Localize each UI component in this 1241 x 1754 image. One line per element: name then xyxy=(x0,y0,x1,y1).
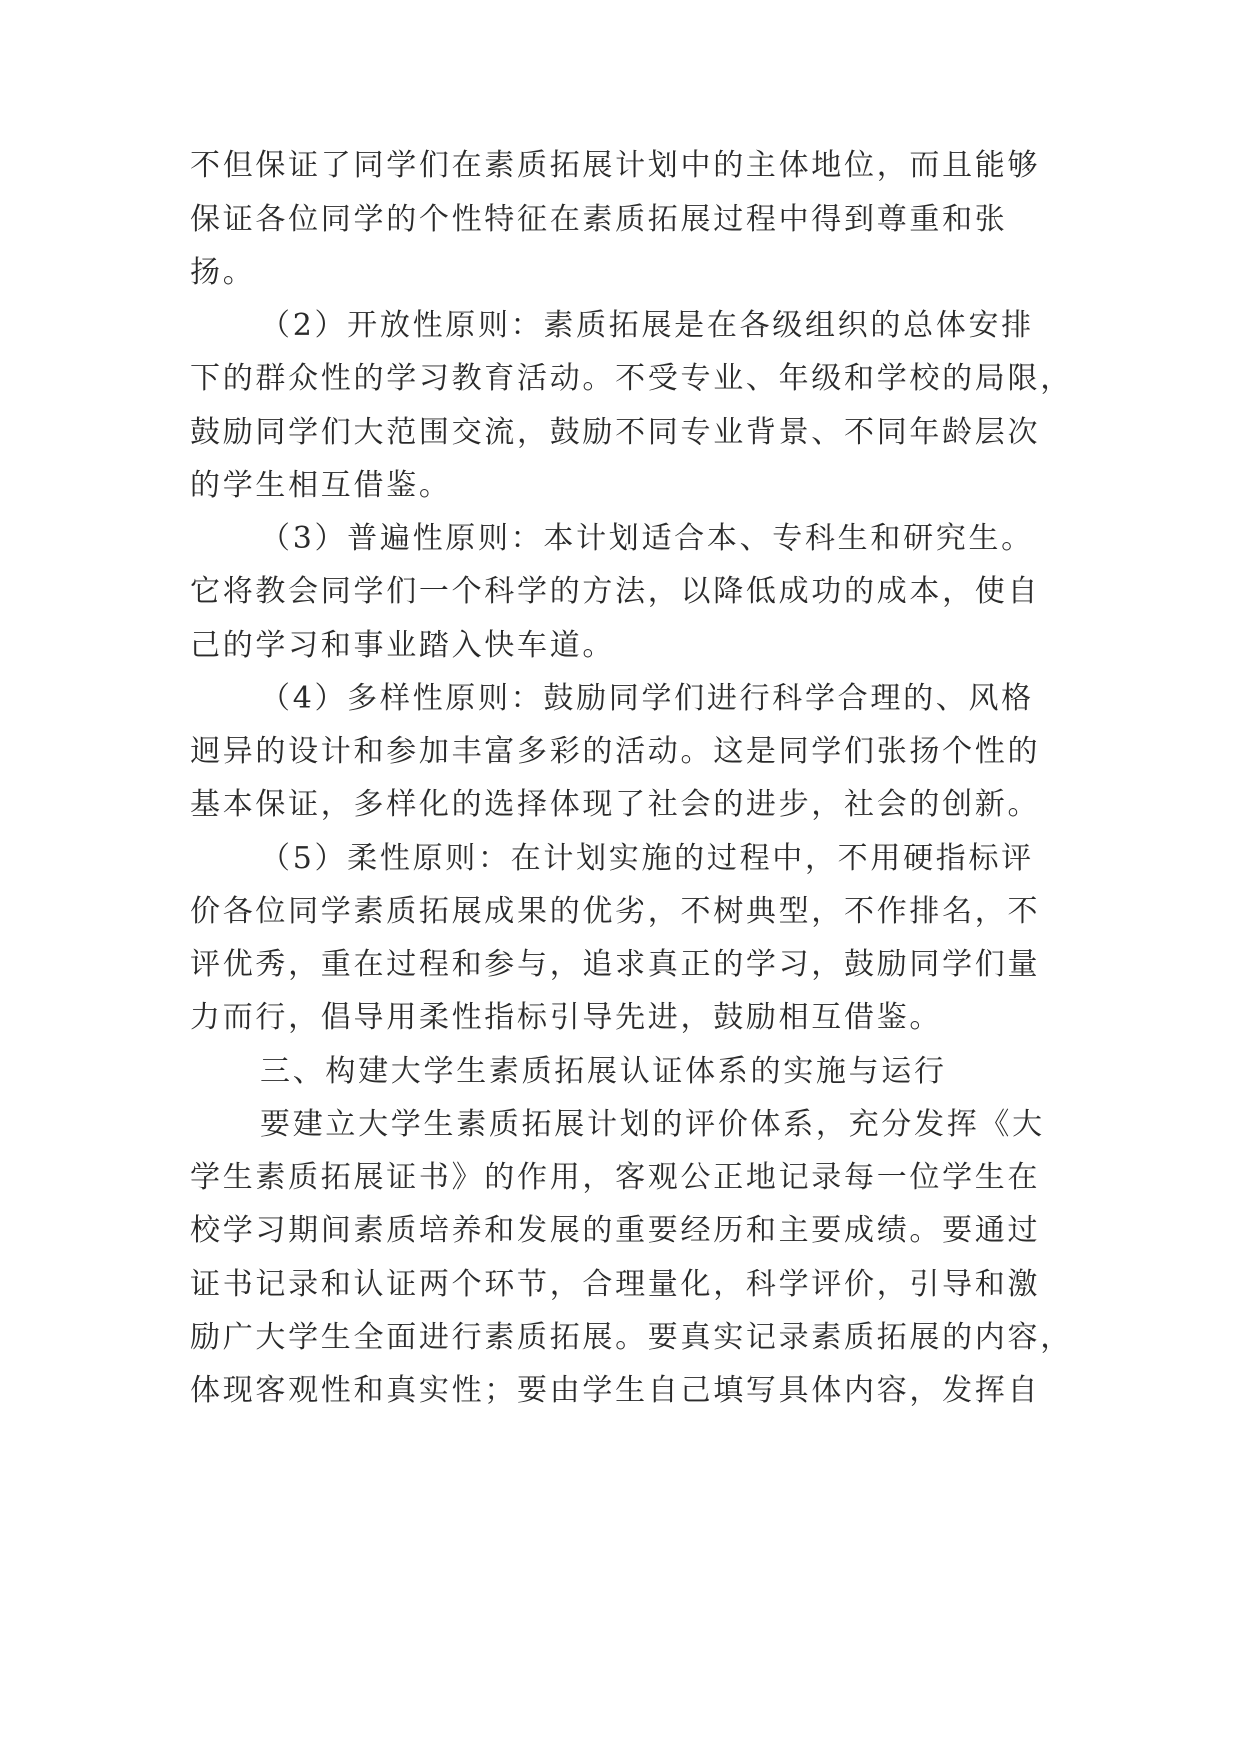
text-line: 鼓励同学们大范围交流，鼓励不同专业背景、不同年龄层次 xyxy=(190,415,1041,450)
text-line: 的学生相互借鉴。 xyxy=(190,468,452,503)
text-line: 迥异的设计和参加丰富多彩的活动。这是同学们张扬个性的 xyxy=(190,734,1041,769)
text-line: （4）多样性原则：鼓励同学们进行科学合理的、风格 xyxy=(260,681,1034,716)
text-line: 价各位同学素质拓展成果的优劣，不树典型，不作排名，不 xyxy=(190,894,1041,929)
text-line: 力而行，倡导用柔性指标引导先进，鼓励相互借鉴。 xyxy=(190,1000,943,1035)
text-line: 要建立大学生素质拓展计划的评价体系，充分发挥《大 xyxy=(260,1107,1045,1142)
text-line: 己的学习和事业踏入快车道。 xyxy=(190,628,616,663)
text-line: 学生素质拓展证书》的作用，客观公正地记录每一位学生在 xyxy=(190,1160,1041,1195)
text-line: 不但保证了同学们在素质拓展计划中的主体地位，而且能够 xyxy=(190,148,1041,183)
text-line: 保证各位同学的个性特征在素质拓展过程中得到尊重和张 xyxy=(190,202,1008,237)
text-line: 体现客观性和真实性；要由学生自己填写具体内容，发挥自 xyxy=(190,1373,1041,1408)
text-line: 校学习期间素质培养和发展的重要经历和主要成绩。要通过 xyxy=(190,1213,1041,1248)
text-line: 证书记录和认证两个环节，合理量化，科学评价，引导和激 xyxy=(190,1267,1041,1302)
text-line: 下的群众性的学习教育活动。不受专业、年级和学校的局限， xyxy=(190,361,1073,396)
text-line: 评优秀，重在过程和参与，追求真正的学习，鼓励同学们量 xyxy=(190,947,1041,982)
text-line: 它将教会同学们一个科学的方法，以降低成功的成本，使自 xyxy=(190,574,1041,609)
section-heading: 三、构建大学生素质拓展认证体系的实施与运行 xyxy=(260,1054,947,1089)
text-line: 基本保证，多样化的选择体现了社会的进步，社会的创新。 xyxy=(190,787,1041,822)
text-line: （3）普遍性原则：本计划适合本、专科生和研究生。 xyxy=(260,521,1034,556)
text-line: （2）开放性原则：素质拓展是在各级组织的总体安排 xyxy=(260,308,1034,343)
text-line: （5）柔性原则：在计划实施的过程中，不用硬指标评 xyxy=(260,841,1034,876)
text-line: 扬。 xyxy=(190,255,256,290)
text-line: 励广大学生全面进行素质拓展。要真实记录素质拓展的内容， xyxy=(190,1320,1073,1355)
